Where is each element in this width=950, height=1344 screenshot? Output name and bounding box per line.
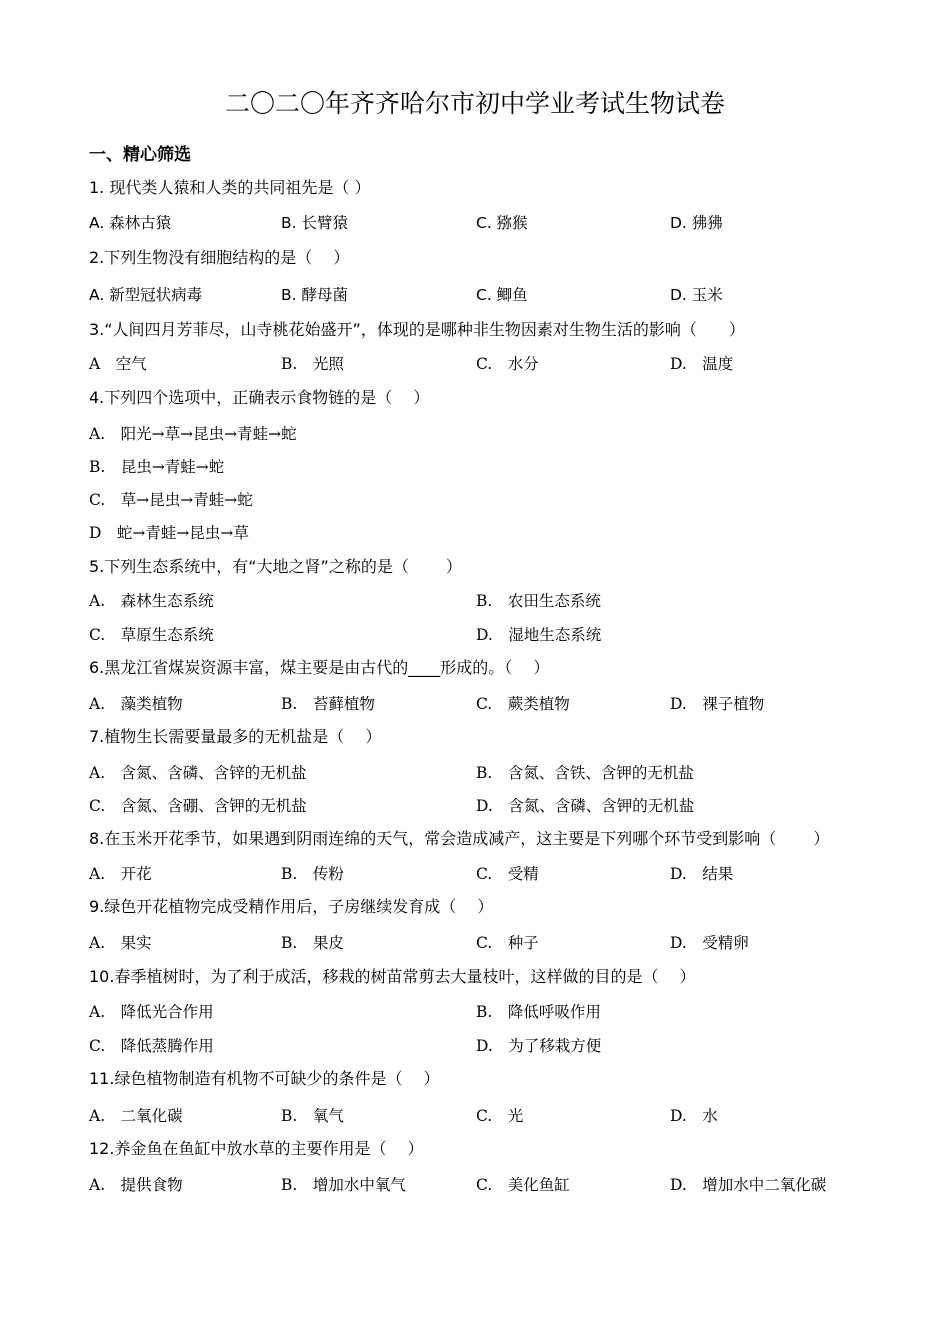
option-7c: C. 含氮、含硼、含钾的无机盐	[89, 797, 307, 815]
question-9: 9.绿色开花植物完成受精作用后，子房继续发育成（ ）	[89, 897, 494, 916]
option-7a: A. 含氮、含磷、含锌的无机盐	[89, 764, 307, 782]
option-5a: A. 森林生态系统	[89, 592, 214, 610]
question-5: 5.下列生态系统中，有“大地之肾”之称的是（ ）	[89, 557, 462, 576]
option-4d: D 蛇→青蛙→昆虫→草	[89, 524, 249, 542]
section-heading: 一、精心筛选	[89, 145, 191, 165]
question-2: 2.下列生物没有细胞结构的是（ ）	[89, 248, 350, 267]
option-8a: A. 开花	[89, 865, 152, 883]
option-11c: C. 光	[476, 1107, 524, 1125]
option-7b: B. 含氮、含铁、含钾的无机盐	[476, 764, 694, 782]
option-8c: C. 受精	[476, 865, 539, 883]
option-10b: B. 降低呼吸作用	[476, 1003, 601, 1021]
option-11d: D. 水	[670, 1107, 718, 1125]
option-6c: C. 蕨类植物	[476, 695, 570, 713]
option-4b: B. 昆虫→青蛙→蛇	[89, 458, 225, 476]
question-6: 6.黑龙江省煤炭资源丰富，煤主要是由古代的____形成的。（ ）	[89, 658, 550, 677]
option-6d: D. 裸子植物	[670, 695, 765, 713]
option-12d: D. 增加水中二氧化碳	[670, 1176, 827, 1194]
option-3c: C. 水分	[476, 355, 539, 373]
question-10: 10.春季植树时，为了利于成活，移栽的树苗常剪去大量枝叶，这样做的目的是（ ）	[89, 967, 696, 986]
question-8: 8.在玉米开花季节，如果遇到阴雨连绵的天气，常会造成减产，这主要是下列哪个环节受到影响（ ）	[89, 829, 830, 848]
exam-title: 二〇二〇年齐齐哈尔市初中学业考试生物试卷	[224, 89, 725, 118]
option-3a: A 空气	[89, 355, 147, 373]
option-6a: A. 藻类植物	[89, 695, 183, 713]
option-5c: C. 草原生态系统	[89, 626, 214, 644]
option-4c: C. 草→昆虫→青蛙→蛇	[89, 491, 253, 509]
question-12: 12.养金鱼在鱼缸中放水草的主要作用是（ ）	[89, 1139, 424, 1158]
question-4: 4.下列四个选项中，正确表示食物链的是（ ）	[89, 388, 430, 407]
option-9c: C. 种子	[476, 934, 539, 952]
option-1d: D. 狒狒	[670, 214, 723, 232]
option-7d: D. 含氮、含磷、含钾的无机盐	[476, 797, 695, 815]
option-3b: B. 光照	[281, 355, 344, 373]
question-7: 7.植物生长需要量最多的无机盐是（ ）	[89, 727, 382, 746]
option-1b: B. 长臂猿	[281, 214, 348, 232]
option-9a: A. 果实	[89, 934, 152, 952]
option-1c: C. 猕猴	[476, 214, 528, 232]
option-10a: A. 降低光合作用	[89, 1003, 214, 1021]
question-3: 3.“人间四月芳菲尽，山寺桃花始盛开”，体现的是哪种非生物因素对生物生活的影响（ ）	[89, 320, 745, 339]
option-12a: A. 提供食物	[89, 1176, 183, 1194]
option-6b: B. 苔藓植物	[281, 695, 375, 713]
option-2d: D. 玉米	[670, 286, 723, 304]
option-12b: B. 增加水中氧气	[281, 1176, 406, 1194]
question-1: 1. 现代类人猿和人类的共同祖先是（ ）	[89, 178, 371, 197]
option-10c: C. 降低蒸腾作用	[89, 1037, 214, 1055]
option-2b: B. 酵母菌	[281, 286, 348, 304]
option-8b: B. 传粉	[281, 865, 344, 883]
option-2c: C. 鲫鱼	[476, 286, 528, 304]
option-2a: A. 新型冠状病毒	[89, 286, 203, 304]
option-8d: D. 结果	[670, 865, 734, 883]
option-9d: D. 受精卵	[670, 934, 749, 952]
option-3d: D. 温度	[670, 355, 734, 373]
option-9b: B. 果皮	[281, 934, 344, 952]
option-5d: D. 湿地生态系统	[476, 626, 602, 644]
option-12c: C. 美化鱼缸	[476, 1176, 570, 1194]
option-5b: B. 农田生态系统	[476, 592, 601, 610]
option-11a: A. 二氧化碳	[89, 1107, 183, 1125]
option-4a: A. 阳光→草→昆虫→青蛙→蛇	[89, 425, 297, 443]
option-10d: D. 为了移栽方便	[476, 1037, 602, 1055]
question-11: 11.绿色植物制造有机物不可缺少的条件是（ ）	[89, 1069, 440, 1088]
option-11b: B. 氧气	[281, 1107, 344, 1125]
option-1a: A. 森林古猿	[89, 214, 172, 232]
